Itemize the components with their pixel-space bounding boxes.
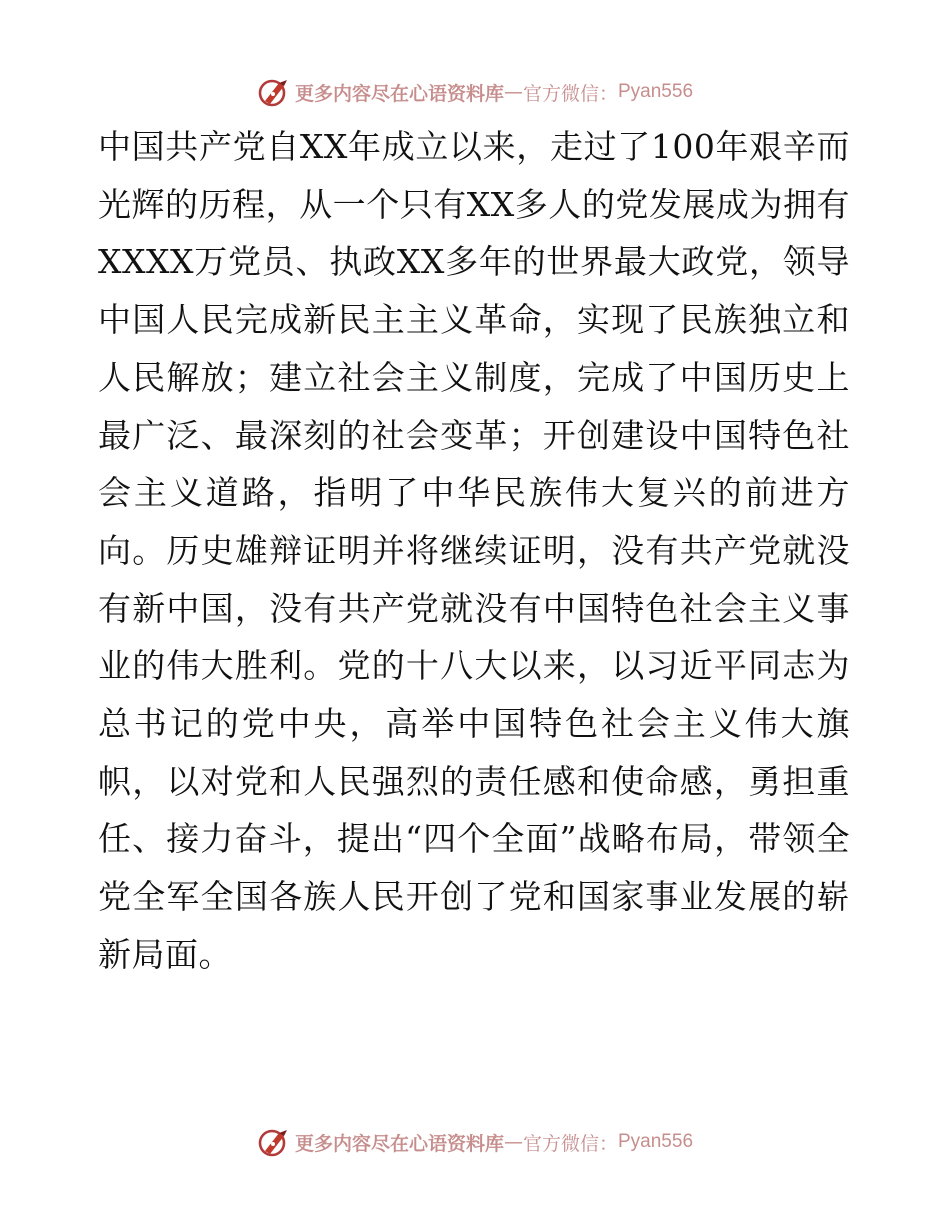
body-paragraph: 中国共产党自XX年成立以来，走过了100年艰辛而光辉的历程，从一个只有XX多人的党发展成为拥有XXXX万党员、执政XX多年的世界最大政党，领导中国人民完成新民主主义革命，实现了民族独立和人民解放；建立社会主义制度，完成了中国历史上最广泛、最深刻的社会变革；开创建设中国特色社会主义道路，指明了中华民族伟大复兴的前进方向。历史雄辩证明并将继续证明，没有共产党就没有新中国，没有共产党就没有中国特色社会主义事业的伟大胜利。党的十八大以来，以习近平同志为总书记的党中央，高举中国特色社会主义伟大旗帜，以对党和人民强烈的责任感和使命感，勇担重任、接力奋斗，提出“四个全面”战略布局，带领全党全军全国各族人民开创了党和国家事业发展的崭新局面。 [98,127,850,974]
banner-separator: — [503,81,523,103]
pen-nib-circle-logo-icon [257,1125,291,1159]
banner-wechat-id: Pyan556 [618,1131,694,1152]
header-banner [0,72,950,112]
banner-main-text: 更多内容尽在心语资料库 [294,82,504,105]
footer-banner [0,1122,950,1162]
banner-wechat-id: Pyan556 [618,81,694,102]
banner-separator: — [503,1131,523,1153]
banner-main-text: 更多内容尽在心语资料库 [294,1132,504,1155]
banner-wechat-label: 官方微信： [522,1132,618,1155]
banner-wechat-label: 官方微信： [522,82,618,105]
pen-nib-circle-logo-icon [257,75,291,109]
